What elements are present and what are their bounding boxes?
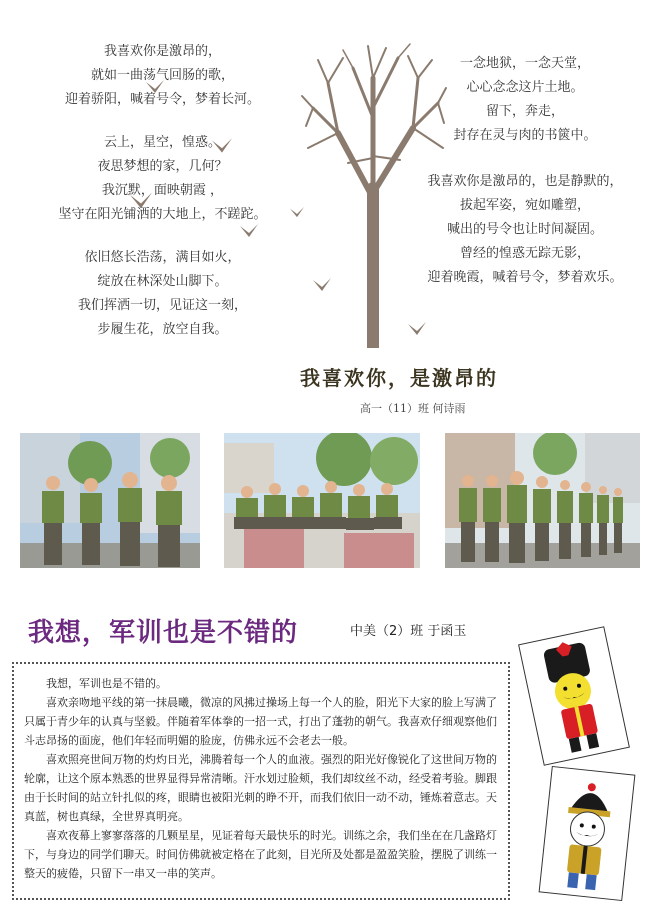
poem-line: 我喜欢你是激昂的，也是静默的，: [427, 174, 623, 189]
essay-title: 我想，军训也是不错的: [28, 618, 299, 648]
photo-sitting-group: [224, 433, 420, 568]
essay-paragraph: 喜欢照亮世间万物的灼灼日光，沸腾着每一个人的血液。强烈的阳光好像锐化了这世间万物的轮廓，让这个原本熟悉的世界显得异常清晰。汗水划过脸颊，我们却纹丝不动，经受着考验。脚跟由于长时间的站立针扎似的疼，眼睛也被阳光刺的睁不开，而我们依旧一动不动，锤炼着意志。天真蓝，树也真绿，全世界真明亮。: [24, 753, 497, 823]
poem-line: 喊出的号令也让时间凝固。: [446, 222, 603, 237]
poem-stanza: [30, 131, 295, 227]
poem-line: 夜思梦想的家，几何？: [97, 159, 228, 174]
poem-line: 云上，星空，惶惑。: [103, 135, 221, 150]
poem-line: 留下，奔走，: [485, 104, 564, 119]
flying-bird-icon: [313, 278, 331, 292]
essay-paragraph: 我想，军训也是不错的。: [46, 677, 167, 690]
poem-line: 拔起军姿，宛如雕塑，: [459, 198, 590, 213]
poem-line: 绽放在林深处山脚下。: [97, 274, 228, 289]
toy-soldier-icon: [540, 767, 635, 900]
poem-right-column: [405, 52, 645, 312]
photo-standing-soldiers: [20, 433, 200, 568]
essay-paragraph: 喜欢夜幕上寥寥落落的几颗星星，见证着每天最快乐的时光。训练之余，我们坐在在几盏路灯下，与身边的同学们聊天。时间仿佛就被定格在了此刻，目光所及处都是盈盈笑脸，摆脱了训练一整天的疲倦，只留下一串又一串的笑声。: [24, 829, 497, 880]
essay-author: 中美（2）班 于函玉: [350, 624, 467, 639]
poem-line: 我喜欢你是激昂的，: [103, 44, 221, 59]
poem-stanza: [30, 246, 295, 342]
photo-marching-line: [445, 433, 640, 568]
toy-soldier-card-bottom: [539, 766, 636, 901]
poem-line: 我沉默，面映朝霞 ，: [101, 183, 224, 198]
flying-bird-icon: [408, 322, 426, 336]
toy-soldier-card-top: [518, 626, 630, 766]
poem-line: 迎着晚霞，喊着号令，梦着欢乐。: [427, 270, 623, 285]
poem-line: 封存在灵与肉的书篋中。: [453, 128, 597, 143]
poem-line: 步履生花，放空自我。: [97, 322, 228, 337]
poem-line: 迎着骄阳，喊着号令，梦着长河。: [64, 92, 260, 107]
poem-line: 坚守在阳光铺洒的大地上，不蹉跎。: [58, 207, 267, 222]
poem-line: 依旧悠长浩荡，满目如火，: [84, 250, 241, 265]
poem-line: 曾经的惶惑无踪无影，: [459, 246, 590, 261]
poem-line: 一念地狱，一念天堂，: [459, 56, 590, 71]
poem-line: 就如一曲荡气回肠的歌，: [90, 68, 234, 83]
poem-line: 心心念念这片土地。: [466, 80, 584, 95]
poem-title: 我喜欢你，是激昂的: [300, 366, 498, 390]
poem-left-column: [30, 40, 295, 361]
poem-line: 我们挥洒一切，见证这一刻，: [77, 298, 247, 313]
poem-stanza: [30, 40, 295, 112]
poem-author: 高一（11）班 何诗雨: [360, 402, 466, 415]
poem-stanza: [405, 170, 645, 290]
essay-paragraph: 喜欢亲吻地平线的第一抹晨曦，微凉的风拂过操场上每一个人的脸，阳光下大家的脸上写满了只属于青少年的认真与坚毅。伴随着军体拳的一招一式，打出了蓬勃的朝气。我喜欢仔细观察他们斗志昂扬的面庞，他们年轻而明媚的脸庞，仿佛永远不会老去一般。: [24, 696, 497, 747]
essay-box: [12, 662, 510, 900]
toy-soldier-icon: [519, 627, 628, 764]
poem-stanza: [405, 52, 645, 148]
